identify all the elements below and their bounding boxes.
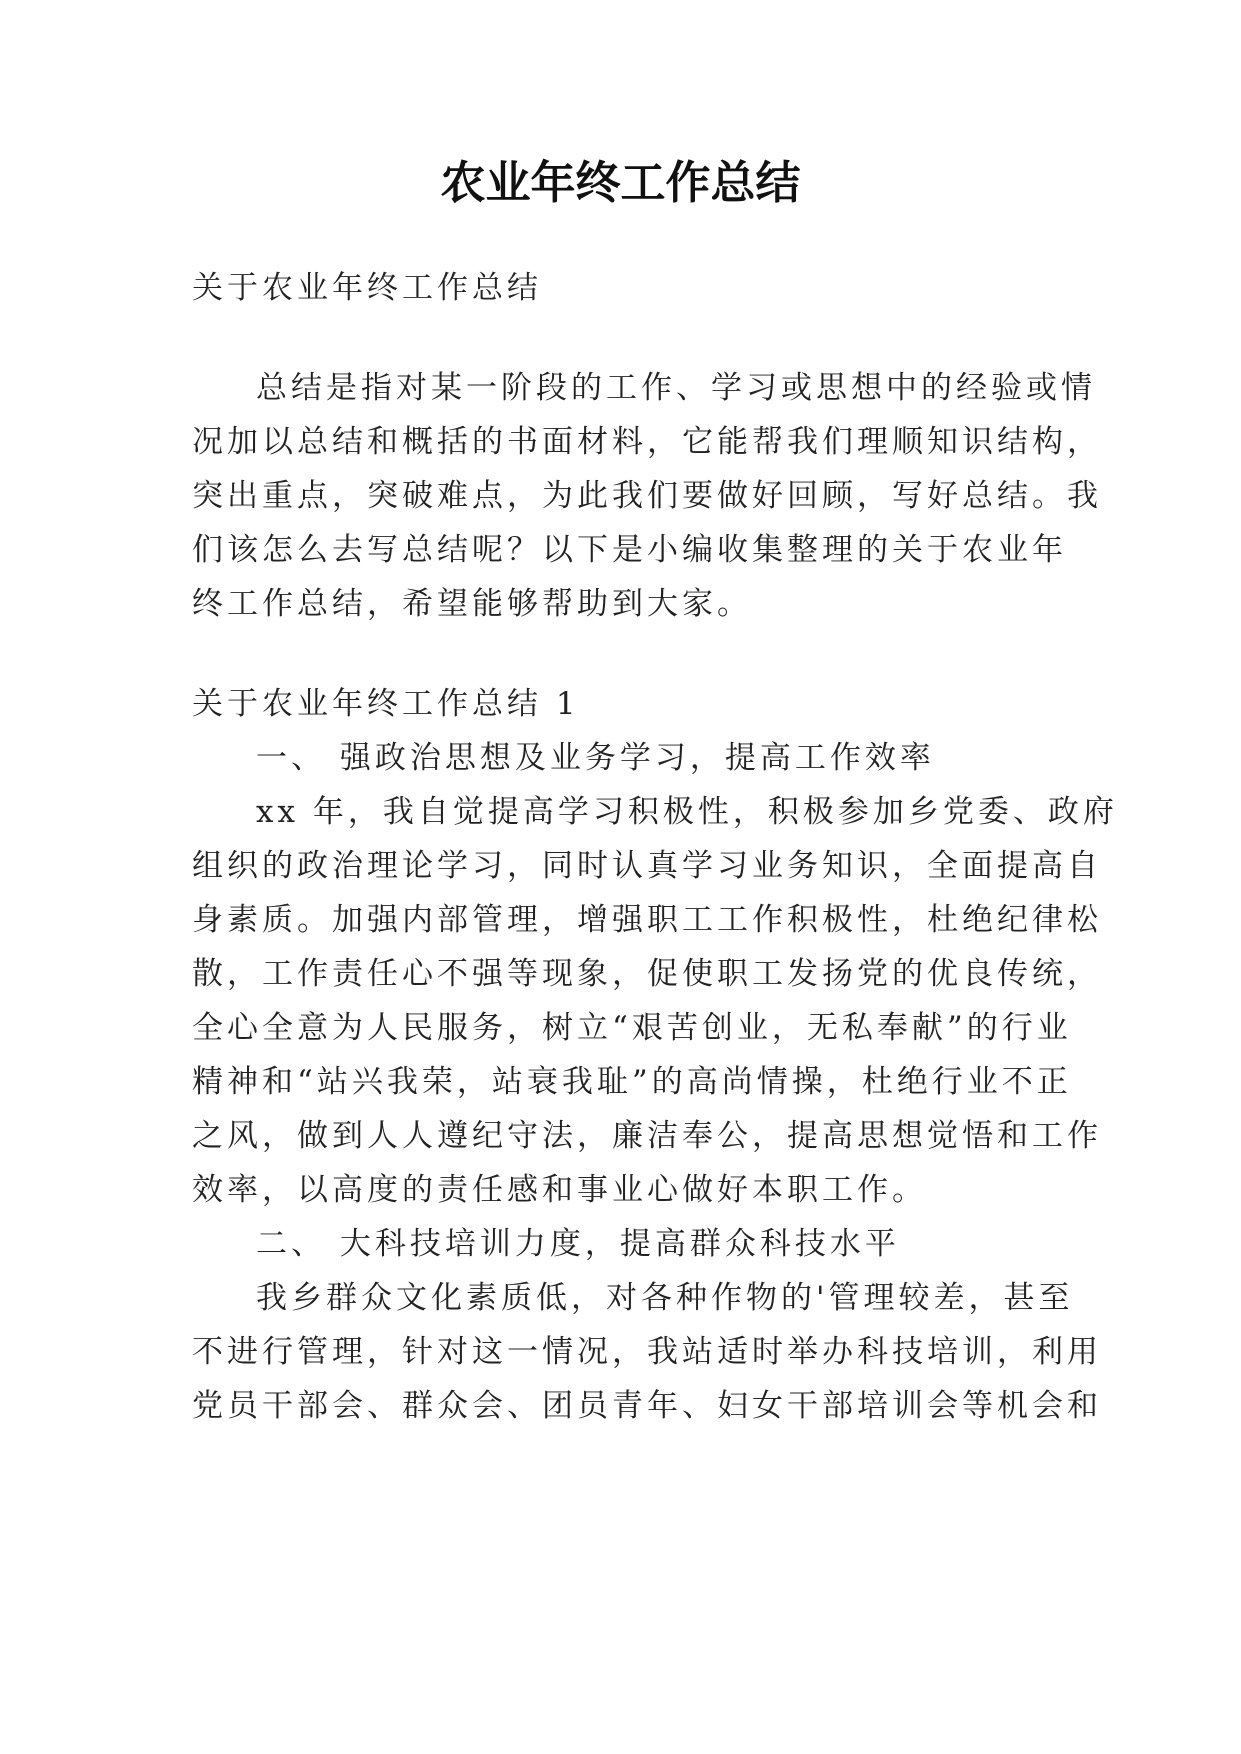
intro-line: 况加以总结和概括的书面材料，它能帮我们理顺知识结构， [192, 424, 1102, 460]
point2-line: 不进行管理，针对这一情况，我站适时举办科技培训，利用 [192, 1334, 1102, 1370]
document-title: 农业年终工作总结 [440, 156, 801, 209]
point1-line: 之风，做到人人遵纪守法，廉洁奉公，提高思想觉悟和工作 [192, 1118, 1102, 1154]
point1-line: 全心全意为人民服务，树立“艰苦创业，无私奉献”的行业 [192, 1010, 1072, 1046]
point1-heading: 一、 强政治思想及业务学习，提高工作效率 [256, 740, 935, 776]
intro-line: 终工作总结，希望能够帮助到大家。 [192, 586, 752, 622]
point2-heading: 二、 大科技培训力度，提高群众科技水平 [256, 1226, 900, 1262]
point1-line: 效率，以高度的责任感和事业心做好本职工作。 [192, 1172, 927, 1208]
document-subtitle: 关于农业年终工作总结 [192, 270, 542, 306]
point2-line: 党员干部会、群众会、团员青年、妇女干部培训会等机会和 [192, 1388, 1102, 1424]
intro-line: 突出重点，突破难点，为此我们要做好回顾，写好总结。我 [192, 478, 1102, 514]
point1-line: 身素质。加强内部管理，增强职工工作积极性，杜绝纪律松 [192, 902, 1102, 938]
point1-line: 组织的政治理论学习，同时认真学习业务知识，全面提高自 [192, 848, 1102, 884]
point2-line: 我乡群众文化素质低，对各种作物的'管理较差，甚至 [256, 1280, 1074, 1316]
intro-line: 总结是指对某一阶段的工作、学习或思想中的经验或情 [256, 370, 1096, 406]
intro-line: 们该怎么去写总结呢？以下是小编收集整理的关于农业年 [192, 532, 1067, 568]
point1-line: xx 年，我自觉提高学习积极性，积极参加乡党委、政府 [256, 794, 1118, 830]
point1-line: 散，工作责任心不强等现象，促使职工发扬党的优良传统， [192, 956, 1102, 992]
section-heading: 关于农业年终工作总结 1 [192, 686, 580, 722]
point1-line: 精神和“站兴我荣，站衰我耻”的高尚情操，杜绝行业不正 [192, 1064, 1072, 1100]
